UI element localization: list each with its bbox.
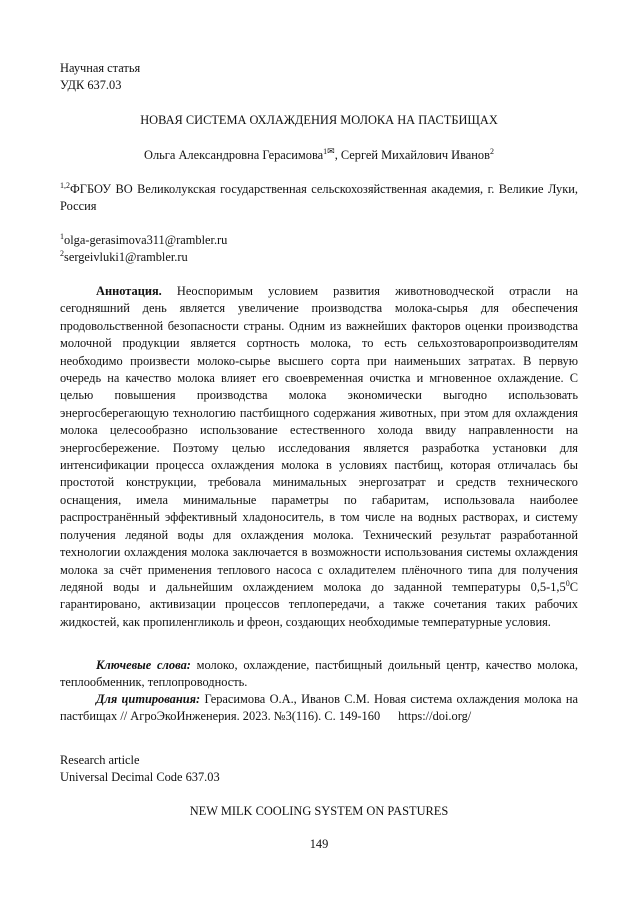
email-address[interactable]: sergeivluki1@rambler.ru bbox=[64, 250, 188, 265]
english-title: NEW MILK COOLING SYSTEM ON PASTURES bbox=[189, 804, 449, 818]
article-header bbox=[60, 60, 578, 95]
citation-label: Для цитирования: bbox=[96, 692, 201, 706]
affiliation-text: ФГБОУ ВО Великолукская государственная сельскохозяйственная академия, г. Великие Луки, Россия bbox=[60, 182, 578, 214]
abstract-text-end: С гарантировано, активизации процессов теплопередачи, а также сочетания таких рабочих жидкостей, как пропиленгликоль и фреон, создающих необходимые температурные условия. bbox=[60, 579, 578, 629]
author-1-name: Ольга Александровна Герасимова bbox=[144, 148, 324, 162]
affiliation bbox=[60, 181, 578, 216]
udc-code: УДК 637.03 bbox=[60, 78, 122, 93]
citation-text: Герасимова О.А., Иванов С.М. Новая система охлаждения молока на пастбищах // АгроЭкоИнженерия. 2023. №3(116). С. 149-160 bbox=[60, 692, 578, 724]
doi-link[interactable]: https://doi.org/ bbox=[398, 709, 472, 724]
author-1-sup: 1✉ bbox=[323, 146, 335, 156]
author-2-sup: 2 bbox=[489, 147, 494, 156]
page-number: 149 bbox=[309, 837, 329, 851]
authors-line bbox=[60, 147, 578, 164]
keywords-label: Ключевые слова: bbox=[96, 658, 191, 672]
keywords-text: молоко, охлаждение, пастбищный доильный центр, качество молока, теплообменник, теплопроводность. bbox=[60, 658, 578, 690]
envelope-icon: ✉ bbox=[327, 146, 335, 156]
english-article-type: Research article bbox=[60, 753, 140, 767]
emails bbox=[60, 232, 578, 267]
citation bbox=[60, 691, 578, 726]
abstract-label: Аннотация. bbox=[96, 284, 162, 298]
english-udc: Universal Decimal Code 637.03 bbox=[60, 770, 220, 785]
author-2-name: Сергей Михайлович Иванов bbox=[340, 148, 490, 162]
email-address[interactable]: olga-gerasimova311@rambler.ru bbox=[64, 233, 228, 247]
degree-sup: 0 bbox=[565, 578, 570, 588]
email-line: $^2$sergeivluki1@rambler.ru bbox=[60, 249, 188, 265]
article-type: Научная статья bbox=[60, 61, 141, 75]
affiliation-sup: 1,2 bbox=[60, 181, 70, 190]
english-header bbox=[60, 752, 578, 787]
email-line: $^1$olga-gerasimova311@rambler.ru bbox=[60, 232, 228, 247]
abstract bbox=[60, 283, 578, 631]
authors-separator: , bbox=[334, 148, 341, 162]
abstract-text: Неоспоримым условием развития животноводческой отрасли на сегодняшний день является увеличение производства молока-сырья для обеспечения продовольственной безопасности страны. Одним из важнейших факторов оценки производства молочной продукции является сортность молока, то есть сельхозтоваропроизводителям необходимо произвести молоко-сырье высшего сорта при наименьших затратах. В первую очередь на качество молока влияет его своевременная очистка и мгновенное охлаждение. С целью повышения производства молока экономически выгодно использовать энергосберегающую технологию пастбищного содержания животных, при этом для охлаждения молока целесообразно использование естественного холода ввиду направленности на энергосбережение. Поэтому целью исследования является разработка установки для интенсификации процесса охлаждения молока в условиях пастбищ, которая отличалась бы простотой конструкции, требовала минимальных энергозатрат и средств технического оснащения, имела минимальные параметры по габаритам, использовала наиболее распространённый эффективный хладоноситель, в том числе на водных растворах, и систему получения ледяной воды для охлаждения молока. Технический результат разработанной технологии охлаждения молока заключается в возможности использования системы охлаждения молока за счёт применения теплового насоса с охладителем плёночного типа для получения ледяной воды и дальнейшим охлаждением молока до заданной температуры 0,5-1,5 bbox=[60, 284, 578, 594]
keywords bbox=[60, 657, 578, 692]
article-title: НОВАЯ СИСТЕМА ОХЛАЖДЕНИЯ МОЛОКА НА ПАСТБИЩАХ bbox=[140, 113, 498, 127]
